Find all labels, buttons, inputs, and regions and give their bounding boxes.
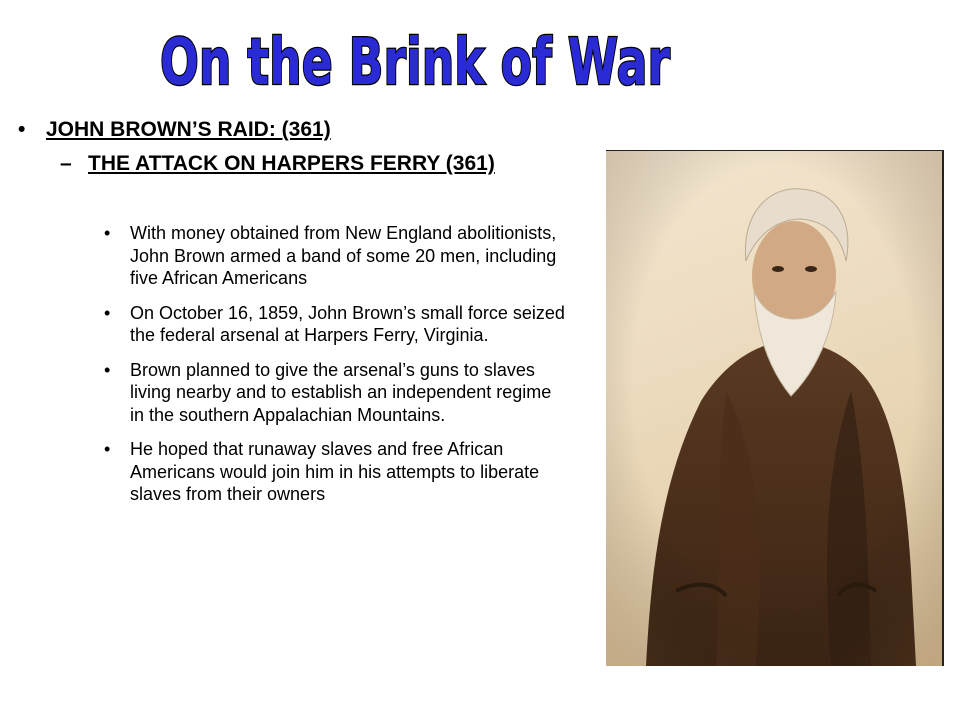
bullet-marker: •	[104, 359, 111, 380]
title-wordart	[150, 14, 680, 104]
point-text: Brown planned to give the arsenal’s guns to slaves living nearby and to establish an independent regime in the southern Appalachian Mountains.	[130, 359, 552, 425]
bullet-marker: •	[104, 302, 111, 323]
point-text: On October 16, 1859, John Brown’s small force seized the federal arsenal at Harpers Ferry, Virginia.	[130, 302, 565, 345]
dash-marker: –	[60, 152, 72, 175]
point-text: With money obtained from New England abolitionists, John Brown armed a band of some 20 men, including five African Americans	[130, 223, 557, 288]
list-item	[104, 302, 566, 347]
portrait-photo	[606, 150, 944, 666]
subbullet-text: THE ATTACK ON HARPERS FERRY (361)	[88, 152, 495, 175]
bullet-text: JOHN BROWN’S RAID: (361)	[46, 118, 331, 141]
title-text: On the Brink of War	[160, 26, 671, 100]
point-text: He hoped that runaway slaves and free African Americans would join him in his attempts to liberate slaves from their owners	[130, 439, 540, 504]
detail-points	[104, 222, 566, 518]
list-item	[104, 438, 566, 506]
slide-title	[150, 14, 680, 104]
list-item	[104, 222, 566, 290]
portrait-illustration	[606, 151, 942, 666]
bullet-marker: •	[104, 439, 111, 459]
list-item	[104, 359, 566, 427]
bullet-marker: •	[104, 223, 111, 243]
bullet-marker: •	[18, 118, 26, 141]
